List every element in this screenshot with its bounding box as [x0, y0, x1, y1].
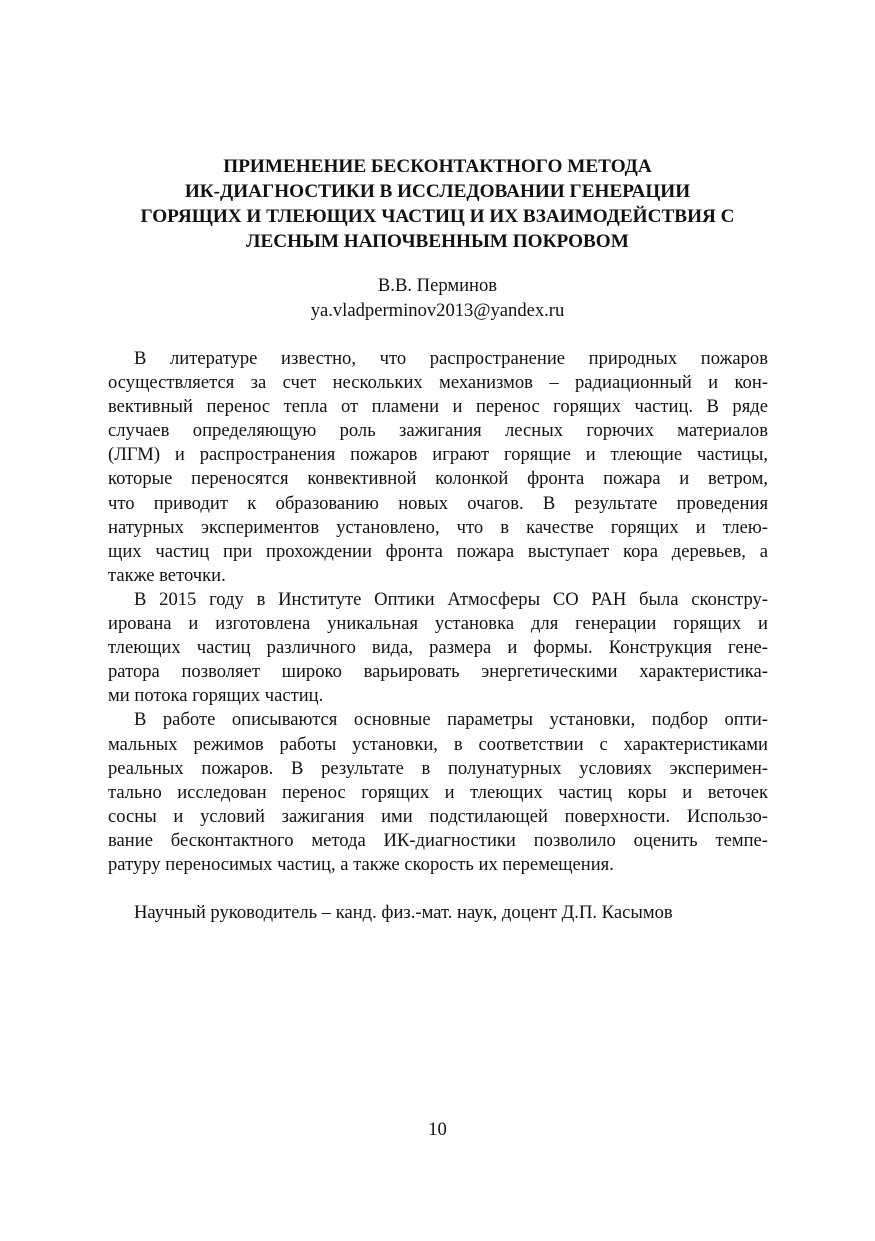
- text-line: вание бесконтактного метода ИК-диагностики позволило оценить темпе-: [108, 829, 768, 851]
- text-line: также веточки.: [108, 564, 226, 586]
- text-line: ратуру переносимых частиц, а также скорость их перемещения.: [108, 853, 614, 875]
- text-line: осуществляется за счет нескольких механизмов – радиационный и кон-: [108, 372, 768, 394]
- text-line: В работе описываются основные параметры установки, подбор опти-: [134, 709, 768, 731]
- author-block: [80, 273, 795, 323]
- text-line: ратора позволяет широко варьировать энергетическими характеристика-: [108, 661, 768, 683]
- paper-title: [80, 154, 795, 254]
- text-line: ирована и изготовлена уникальная установка для генерации горящих и: [108, 613, 768, 635]
- text-line: мальных режимов работы установки, в соответствии с характеристиками: [108, 733, 768, 755]
- page-number: 10: [428, 1119, 447, 1140]
- text-line: случаев определяющую роль зажигания лесных горючих материалов: [108, 420, 768, 442]
- title-line: ПРИМЕНЕНИЕ БЕСКОНТАКТНОГО МЕТОДА: [223, 156, 652, 177]
- title-line: ИК-ДИАГНОСТИКИ В ИССЛЕДОВАНИИ ГЕНЕРАЦИИ: [184, 181, 691, 202]
- text-line: В литературе известно, что распространение природных пожаров: [134, 348, 768, 369]
- text-line: натурных экспериментов установлено, что в качестве горящих и тлею-: [108, 516, 768, 538]
- text-line: сосны и условий зажигания ими подстилающей поверхности. Использо-: [108, 805, 768, 827]
- text-line: (ЛГМ) и распространения пожаров играют горящие и тлеющие частицы,: [108, 444, 768, 466]
- title-line: ГОРЯЩИХ И ТЛЕЮЩИХ ЧАСТИЦ И ИХ ВЗАИМОДЕЙСТВИЯ С: [140, 206, 735, 227]
- text-line: вективный перенос тепла от пламени и перенос горящих частиц. В ряде: [108, 396, 768, 418]
- text-line: ми потока горящих частиц.: [108, 685, 324, 707]
- text-line: щих частиц при прохождении фронта пожара выступает кора деревьев, а: [108, 540, 768, 562]
- paragraph: [108, 708, 768, 877]
- author-email: ya.vladperminov2013@yandex.ru: [310, 300, 565, 321]
- author-name: В.В. Перминов: [377, 275, 498, 296]
- text-line: которые переносятся конвективной колонкой фронта пожара и ветром,: [108, 468, 768, 490]
- text-line: тально исследован перенос горящих и тлеющих частиц коры и веточек: [108, 781, 768, 803]
- text-line: реальных пожаров. В результате в полунатурных условиях эксперимен-: [108, 757, 768, 779]
- text-line: В 2015 году в Институте Оптики Атмосферы СО РАН была сконстру-: [134, 588, 768, 610]
- title-line: ЛЕСНЫМ НАПОЧВЕННЫМ ПОКРОВОМ: [246, 231, 629, 252]
- supervisor-note: Научный руководитель – канд. физ.-мат. наук, доцент Д.П. Касымов: [134, 902, 673, 923]
- text-line: что приводит к образованию новых очагов. В результате проведения: [108, 492, 768, 514]
- text-line: тлеющих частиц различного вида, размера и формы. Конструкция гене-: [108, 637, 768, 659]
- paragraph: [108, 347, 768, 588]
- abstract-body: [108, 347, 768, 877]
- paragraph: [108, 588, 768, 708]
